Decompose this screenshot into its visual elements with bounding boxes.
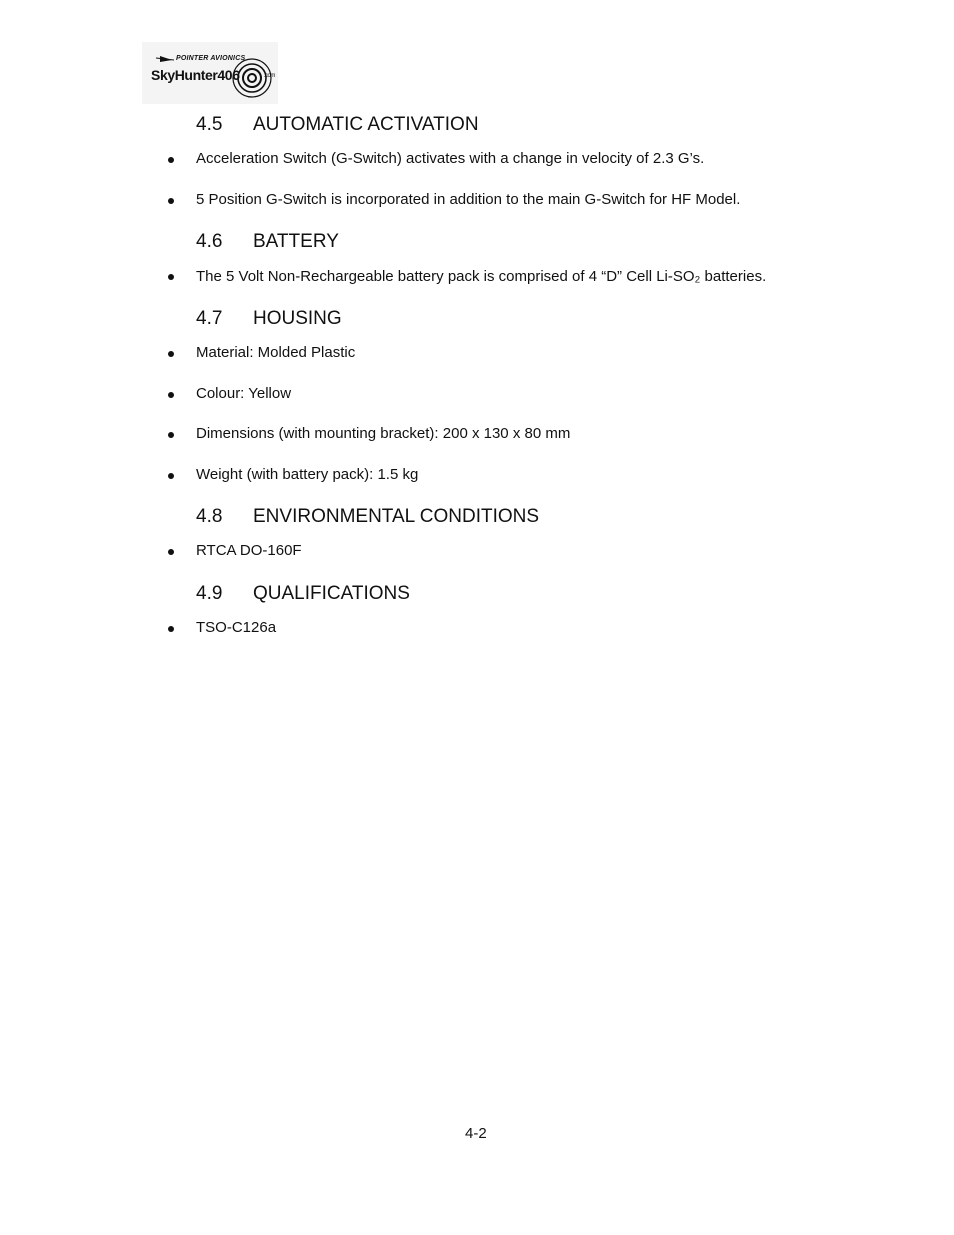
list-item: Weight (with battery pack): 1.5 kg bbox=[196, 466, 419, 483]
logo-tagline: POINTER AVIONICS bbox=[176, 55, 246, 62]
list-item: TSO-C126a bbox=[196, 619, 277, 636]
logo-suffix: .com bbox=[263, 73, 275, 79]
bullet-icon bbox=[168, 351, 174, 357]
page-number: 4-2 bbox=[465, 1125, 487, 1142]
bullet-icon bbox=[168, 549, 174, 555]
section-title: BATTERY bbox=[253, 231, 339, 252]
section-number: 4.9 bbox=[196, 583, 223, 604]
bullet-icon bbox=[168, 157, 174, 163]
bullet-icon bbox=[168, 198, 174, 204]
section-number: 4.6 bbox=[196, 231, 223, 252]
bullet-icon bbox=[168, 626, 174, 632]
company-logo bbox=[142, 42, 278, 104]
section-number: 4.5 bbox=[196, 114, 223, 135]
section-heading-housing bbox=[196, 308, 342, 330]
section-heading-battery bbox=[196, 231, 339, 253]
list-item: Colour: Yellow bbox=[196, 385, 292, 402]
logo-wordmark bbox=[151, 67, 275, 83]
bullet-icon bbox=[168, 473, 174, 479]
section-title: HOUSING bbox=[253, 308, 342, 329]
list-item: Material: Molded Plastic bbox=[196, 344, 356, 361]
logo-brand: SkyHunter406 bbox=[151, 67, 240, 83]
section-heading-environmental-conditions bbox=[196, 506, 539, 528]
list-item: 5 Position G-Switch is incorporated in addition to the main G-Switch for HF Model. bbox=[196, 191, 741, 208]
bullet-icon bbox=[168, 274, 174, 280]
list-item: Dimensions (with mounting bracket): 200 x 130 x 80 mm bbox=[196, 425, 571, 442]
section-title: AUTOMATIC ACTIVATION bbox=[253, 114, 479, 135]
list-item: Acceleration Switch (G-Switch) activates with a change in velocity of 2.3 G’s. bbox=[196, 150, 705, 167]
section-number: 4.8 bbox=[196, 506, 223, 527]
bullet-icon bbox=[168, 432, 174, 438]
bullet-icon bbox=[168, 392, 174, 398]
section-heading-qualifications bbox=[196, 583, 410, 605]
section-heading-automatic-activation bbox=[196, 114, 479, 136]
section-title: ENVIRONMENTAL CONDITIONS bbox=[253, 506, 540, 527]
list-item: The 5 Volt Non-Rechargeable battery pack is comprised of 4 “D” Cell Li-SO₂ batteries. bbox=[196, 268, 767, 285]
section-title: QUALIFICATIONS bbox=[253, 583, 410, 604]
section-number: 4.7 bbox=[196, 308, 223, 329]
list-item: RTCA DO-160F bbox=[196, 542, 302, 559]
